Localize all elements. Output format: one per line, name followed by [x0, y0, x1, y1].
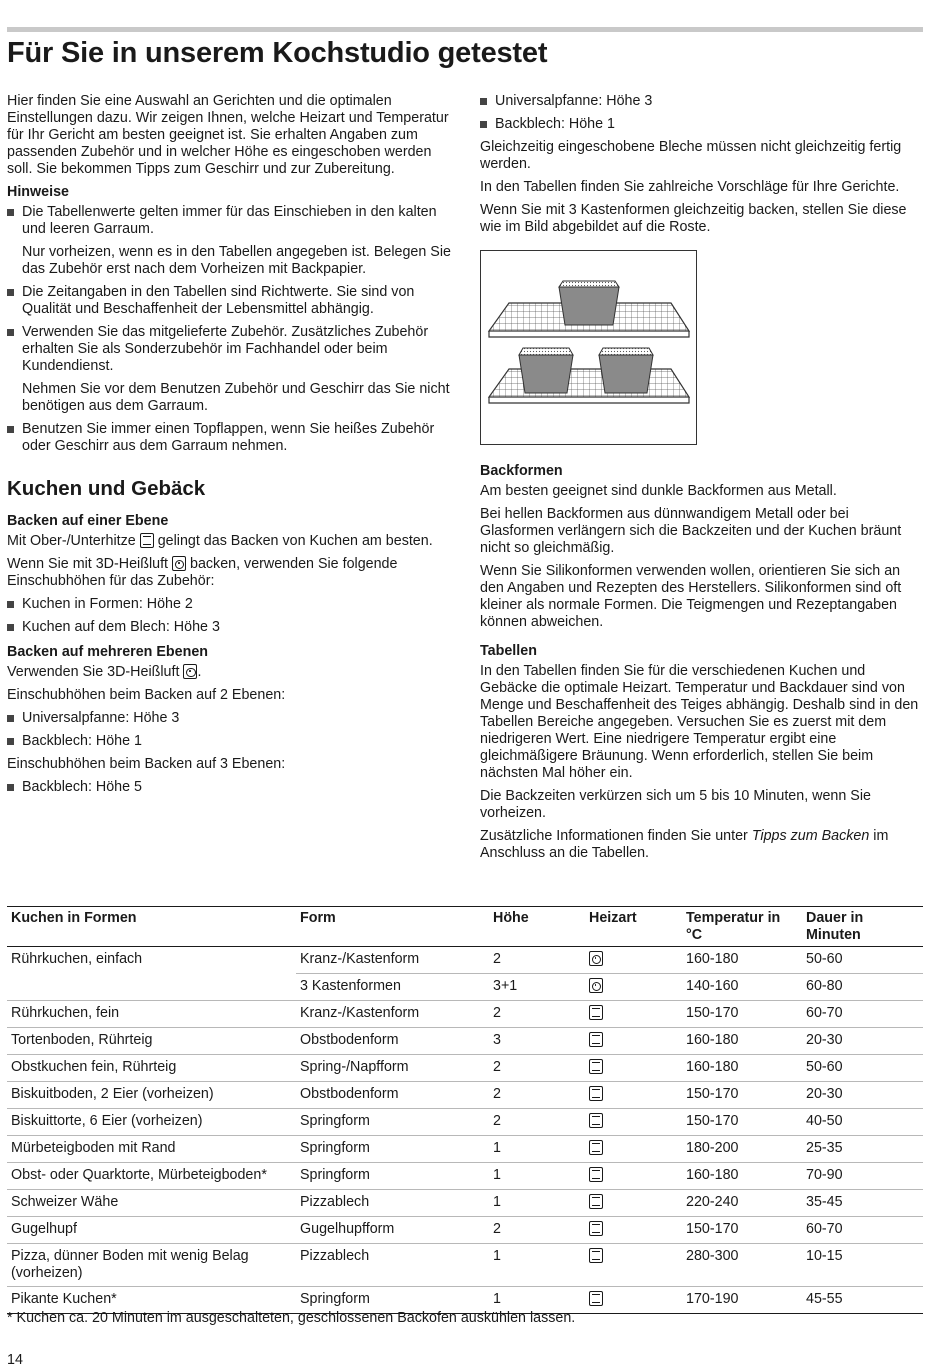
- column-header: Form: [296, 907, 489, 947]
- cell-name: Gugelhupf: [7, 1217, 296, 1244]
- cell-temperature: 150-170: [682, 1001, 802, 1028]
- cell-duration: 20-30: [802, 1028, 923, 1055]
- cell-heizart: [585, 974, 682, 1001]
- table-row: [7, 1136, 923, 1163]
- cell-name: Obstkuchen fein, Rührteig: [7, 1055, 296, 1082]
- list-item: Die Tabellenwerte gelten immer für das Einschieben in den kalten und leeren Garraum.: [7, 204, 457, 238]
- hinweise-list-end: [7, 421, 457, 455]
- list-item: Backblech: Höhe 1: [7, 733, 457, 750]
- cell-hoehe: 1: [489, 1190, 585, 1217]
- cell-temperature: 170-190: [682, 1287, 802, 1314]
- ober-unterhitze-icon: [589, 1005, 603, 1020]
- cell-heizart: [585, 1244, 682, 1287]
- mehrere-heading: Backen auf mehreren Ebenen: [7, 644, 209, 660]
- top-rule: [7, 27, 923, 32]
- hinweise-heading: Hinweise: [7, 184, 69, 200]
- right-list: [480, 93, 920, 133]
- ober-unterhitze-icon: [589, 1113, 603, 1128]
- cell-duration: 25-35: [802, 1136, 923, 1163]
- right-paragraph-1: Gleichzeitig eingeschobene Bleche müssen nicht gleichzeitig fertig werden.: [480, 139, 902, 172]
- right-column: [480, 93, 920, 868]
- footnote: * Kuchen ca. 20 Minuten im ausgeschalteten, geschlossenen Backofen auskühlen lassen.: [7, 1310, 576, 1326]
- cell-name: Biskuitboden, 2 Eier (vorheizen): [7, 1082, 296, 1109]
- cell-form: Spring-/Napfform: [296, 1055, 489, 1082]
- backformen-paragraph-3: Wenn Sie Silikonformen verwenden wollen, orientieren Sie sich an den Angaben und Rezepten des Herstellers. Silikonformen sind oft kleiner als normale Formen. Die Teigmengen und Rezeptangaben können abweichen.: [480, 563, 902, 630]
- baking-table: [7, 906, 923, 1314]
- tabellen-paragraph-1: In den Tabellen finden Sie für die verschiedenen Kuchen und Gebäcke die optimale Heizart. Temperatur und Backdauer sind von Menge und Beschaffenheit des Teiges abhängig. Deshalb sind in den Tabellen Bereiche angegeben. Versuchen Sie es zuerst mit dem niedrigeren Wert. Eine niedrigere Temperatur ergibt eine gleichmäßigere Bräunung. Wenn erforderlich, stellen Sie beim nächsten Mal höher ein.: [480, 663, 919, 781]
- list-item: Die Zeitangaben in den Tabellen sind Richtwerte. Sie sind von Qualität und Beschaffenheit der Lebensmittel abhängig.: [7, 284, 457, 318]
- list-item: Kuchen auf dem Blech: Höhe 3: [7, 619, 457, 636]
- cell-form: Gugelhupfform: [296, 1217, 489, 1244]
- cell-hoehe: 3: [489, 1028, 585, 1055]
- ober-unterhitze-icon: [140, 533, 154, 548]
- tabellen-paragraph-3: Zusätzliche Informationen finden Sie unter Tipps zum Backen im Anschluss an die Tabellen.: [480, 828, 889, 861]
- table-row: [7, 1001, 923, 1028]
- page-title: Für Sie in unserem Kochstudio getestet: [7, 37, 548, 69]
- ober-unterhitze-icon: [589, 1291, 603, 1306]
- page-number: 14: [7, 1352, 23, 1368]
- ober-unterhitze-icon: [589, 1140, 603, 1155]
- backformen-paragraph-1: Am besten geeignet sind dunkle Backformen aus Metall.: [480, 483, 837, 499]
- ober-unterhitze-icon: [589, 1032, 603, 1047]
- cell-hoehe: 1: [489, 1163, 585, 1190]
- cell-form: Pizzablech: [296, 1190, 489, 1217]
- list-item: Verwenden Sie das mitgelieferte Zubehör. Zusätzliches Zubehör erhalten Sie als Sonderzubehör im Fachhandel oder beim Kundendienst.: [7, 324, 457, 375]
- ober-unterhitze-icon: [589, 1167, 603, 1182]
- section-heading: Kuchen und Gebäck: [7, 477, 206, 500]
- cell-temperature: 160-180: [682, 1055, 802, 1082]
- column-header: Temperatur in °C: [682, 907, 802, 947]
- ober-unterhitze-icon: [589, 1194, 603, 1209]
- drei-ebenen-intro: Einschubhöhen beim Backen auf 3 Ebenen:: [7, 756, 286, 772]
- table-row: [7, 1109, 923, 1136]
- cell-duration: 60-80: [802, 974, 923, 1001]
- mehrere-paragraph: Verwenden Sie 3D-Heißluft .: [7, 664, 202, 680]
- list-item: Universalpfanne: Höhe 3: [480, 93, 920, 110]
- cell-form: Springform: [296, 1136, 489, 1163]
- left-column: [7, 93, 457, 802]
- cell-heizart: [585, 1136, 682, 1163]
- table-row: [7, 1163, 923, 1190]
- cell-duration: 50-60: [802, 1055, 923, 1082]
- tabellen-heading: Tabellen: [480, 643, 537, 659]
- cell-name: Biskuittorte, 6 Eier (vorheizen): [7, 1109, 296, 1136]
- table-row: [7, 1244, 923, 1287]
- cell-heizart: [585, 1082, 682, 1109]
- 3d-heissluft-icon: [172, 556, 186, 571]
- cell-hoehe: 2: [489, 1109, 585, 1136]
- table-row: [7, 1055, 923, 1082]
- table-row: [7, 1028, 923, 1055]
- cell-name: Tortenboden, Rührteig: [7, 1028, 296, 1055]
- cell-hoehe: 2: [489, 1001, 585, 1028]
- cell-hoehe: 3+1: [489, 974, 585, 1001]
- intro-paragraph: Hier finden Sie eine Auswahl an Gerichten und die optimalen Einstellungen dazu. Wir zeigen Ihnen, welche Heizart und Temperatur für Ihr Gericht am besten geeignet ist. Sie erhalten Angaben zum passenden Zubehör und in welcher Höhe es eingeschoben werden soll. Sie bekommen Tipps zum Geschirr und zur Zubereitung.: [7, 93, 449, 177]
- cell-heizart: [585, 1001, 682, 1028]
- 3d-heissluft-icon: [589, 951, 603, 966]
- ober-unterhitze-icon: [589, 1086, 603, 1101]
- 3d-heissluft-icon: [183, 664, 197, 679]
- column-header: Dauer in Minuten: [802, 907, 923, 947]
- ebene-paragraph-1: Mit Ober-/Unterhitze gelingt das Backen von Kuchen am besten.: [7, 533, 433, 549]
- zwei-ebenen-list: [7, 710, 457, 750]
- ober-unterhitze-icon: [589, 1059, 603, 1074]
- table-row: [7, 974, 923, 1001]
- table-row: [7, 1082, 923, 1109]
- cell-temperature: 150-170: [682, 1109, 802, 1136]
- hinweise-list: [7, 204, 457, 238]
- cell-duration: 10-15: [802, 1244, 923, 1287]
- cell-form: 3 Kastenformen: [296, 974, 489, 1001]
- column-header: Heizart: [585, 907, 682, 947]
- cell-temperature: 180-200: [682, 1136, 802, 1163]
- table-row: [7, 947, 923, 974]
- cell-form: Kranz-/Kastenform: [296, 1001, 489, 1028]
- right-paragraph-3: Wenn Sie mit 3 Kastenformen gleichzeitig backen, stellen Sie diese wie im Bild abgebildet auf die Roste.: [480, 202, 907, 235]
- cell-name: [7, 974, 296, 1001]
- cell-name: Schweizer Wähe: [7, 1190, 296, 1217]
- cell-heizart: [585, 1028, 682, 1055]
- cell-hoehe: 2: [489, 1055, 585, 1082]
- cell-heizart: [585, 1217, 682, 1244]
- zwei-ebenen-intro: Einschubhöhen beim Backen auf 2 Ebenen:: [7, 687, 286, 703]
- ebene-heading: Backen auf einer Ebene: [7, 513, 169, 529]
- cell-hoehe: 1: [489, 1136, 585, 1163]
- cell-hoehe: 2: [489, 1082, 585, 1109]
- cell-duration: 45-55: [802, 1287, 923, 1314]
- cell-temperature: 140-160: [682, 974, 802, 1001]
- cell-hoehe: 1: [489, 1287, 585, 1314]
- table-row: [7, 1217, 923, 1244]
- table-row: [7, 1190, 923, 1217]
- cell-duration: 20-30: [802, 1082, 923, 1109]
- cell-name: Pikante Kuchen*: [7, 1287, 296, 1314]
- tabellen-paragraph-2: Die Backzeiten verkürzen sich um 5 bis 10 Minuten, wenn Sie vorheizen.: [480, 788, 871, 821]
- cell-name: Rührkuchen, einfach: [11, 951, 143, 967]
- cell-heizart: [585, 1163, 682, 1190]
- ebene-paragraph-2: Wenn Sie mit 3D-Heißluft backen, verwenden Sie folgende Einschubhöhen für das Zubehör:: [7, 556, 398, 589]
- right-paragraph-2: In den Tabellen finden Sie zahlreiche Vorschläge für Ihre Gerichte.: [480, 179, 900, 195]
- hinweise-list-cont: [7, 284, 457, 375]
- drei-ebenen-list: [7, 779, 457, 796]
- cell-duration: 35-45: [802, 1190, 923, 1217]
- list-item: Universalpfanne: Höhe 3: [7, 710, 457, 727]
- list-item: Benutzen Sie immer einen Topflappen, wenn Sie heißes Zubehör oder Geschirr aus dem Garraum nehmen.: [7, 421, 457, 455]
- cell-form: Springform: [296, 1109, 489, 1136]
- cell-hoehe: 1: [489, 1244, 585, 1287]
- cell-form: Obstbodenform: [296, 1082, 489, 1109]
- 3d-heissluft-icon: [589, 978, 603, 993]
- cell-temperature: 220-240: [682, 1190, 802, 1217]
- hinweis-subnote: Nehmen Sie vor dem Benutzen Zubehör und Geschirr das Sie nicht benötigen aus dem Garraum.: [22, 381, 450, 414]
- cell-hoehe: 2: [489, 947, 585, 974]
- cell-temperature: 160-180: [682, 1163, 802, 1190]
- cell-duration: 60-70: [802, 1217, 923, 1244]
- hinweis-subnote: Nur vorheizen, wenn es in den Tabellen angegeben ist. Belegen Sie das Zubehör erst nach dem Vorheizen mit Backpapier.: [22, 244, 451, 277]
- cell-name: Obst- oder Quarktorte, Mürbeteigboden*: [7, 1163, 296, 1190]
- cell-duration: 40-50: [802, 1109, 923, 1136]
- cell-form: Kranz-/Kastenform: [296, 947, 489, 974]
- cell-name: Mürbeteigboden mit Rand: [7, 1136, 296, 1163]
- cell-name: Rührkuchen, fein: [7, 1001, 296, 1028]
- cell-temperature: 150-170: [682, 1217, 802, 1244]
- list-item: Backblech: Höhe 5: [7, 779, 457, 796]
- cell-temperature: 160-180: [682, 1028, 802, 1055]
- table-header-row: [7, 907, 923, 947]
- list-item: Kuchen in Formen: Höhe 2: [7, 596, 457, 613]
- cell-duration: 50-60: [802, 947, 923, 974]
- oven-racks-illustration: [481, 251, 696, 444]
- cell-heizart: [585, 1190, 682, 1217]
- cell-hoehe: 2: [489, 1217, 585, 1244]
- ebene-list: [7, 596, 457, 636]
- cell-heizart: [585, 1055, 682, 1082]
- cell-duration: 70-90: [802, 1163, 923, 1190]
- cell-form: Springform: [296, 1163, 489, 1190]
- cell-heizart: [585, 1109, 682, 1136]
- cell-temperature: 150-170: [682, 1082, 802, 1109]
- cell-form: Obstbodenform: [296, 1028, 489, 1055]
- ober-unterhitze-icon: [589, 1221, 603, 1236]
- ober-unterhitze-icon: [589, 1248, 603, 1263]
- cell-heizart: [585, 947, 682, 974]
- cell-temperature: 280-300: [682, 1244, 802, 1287]
- column-header: Höhe: [489, 907, 585, 947]
- cell-form: Pizzablech: [296, 1244, 489, 1287]
- cell-duration: 60-70: [802, 1001, 923, 1028]
- list-item: Backblech: Höhe 1: [480, 116, 920, 133]
- cell-temperature: 160-180: [682, 947, 802, 974]
- three-loaf-pans-illustration: [480, 250, 697, 445]
- backformen-heading: Backformen: [480, 463, 563, 479]
- cell-form: Springform: [296, 1287, 489, 1314]
- cell-name: Pizza, dünner Boden mit wenig Belag (vorheizen): [7, 1244, 296, 1287]
- backformen-paragraph-2: Bei hellen Backformen aus dünnwandigem Metall oder bei Glasformen verlängern sich die Backzeiten und der Kuchen bräunt nicht so gleichmäßig.: [480, 506, 902, 556]
- column-header: Kuchen in Formen: [7, 907, 296, 947]
